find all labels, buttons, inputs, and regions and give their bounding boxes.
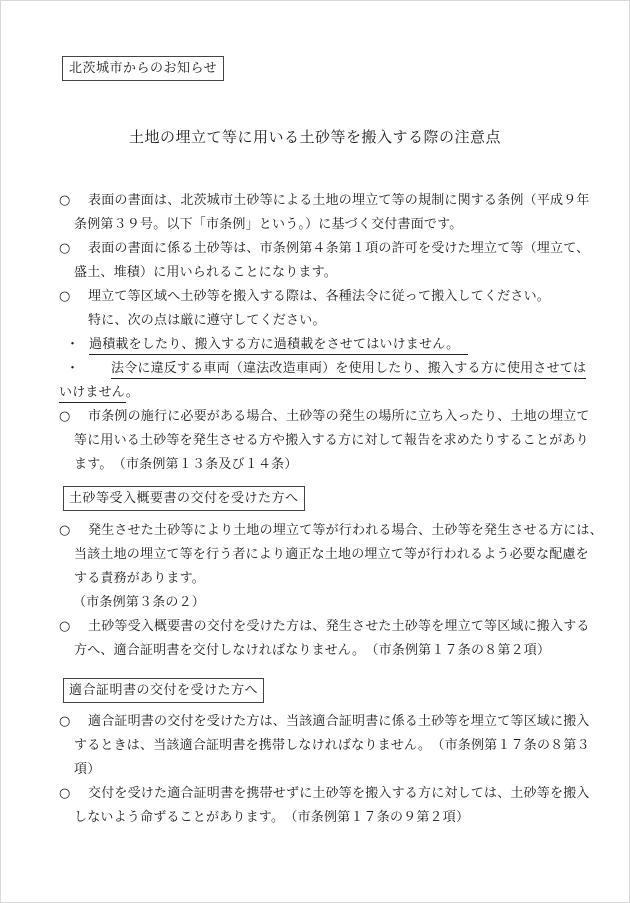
- paragraph-text: 埋立て等区域へ土砂等を搬入する際は、各種法令に従って搬入してください。: [88, 289, 551, 304]
- section-heading-text: 土砂等受入概要書の交付を受けた方へ: [69, 491, 299, 506]
- paragraph-line: 盛土、堆積）に用いられることになります。: [74, 265, 337, 280]
- circle-marker: ○: [59, 289, 71, 304]
- notice-label-text: 北茨城市からのお知らせ: [69, 61, 218, 76]
- paragraph-line: [59, 782, 590, 806]
- underlined-warning-text: 法令に違反する車両（違法改造車両）を使用したり、搬入する方に使用させては: [111, 361, 586, 379]
- section-heading-row: [59, 663, 579, 710]
- paragraph-line: ます。 （市条例第１３条及び１４条）: [74, 457, 298, 472]
- paragraph-line: 条例第３９号。以下「市条例」という。）に基づく交付書面です。: [74, 217, 463, 232]
- paragraph-text: 発生させた土砂等により土地の埋立て等が行われる場合、土砂等を発生させる方には、: [88, 523, 603, 538]
- citation-line: （市条例第３条の２）: [73, 595, 206, 610]
- paragraph-line: 等に用いる土砂等を発生させる方や搬入する方に対して報告を求めたりすることがあり: [74, 433, 589, 448]
- section-heading-box: [63, 486, 305, 511]
- page-title: 土地の埋立て等に用いる土砂等を搬入する際の注意点: [128, 128, 501, 146]
- bullet-line: [59, 357, 587, 381]
- paragraph-text: 土砂等受入概要書の交付を受けた方は、発生させた土砂等を埋立て等区域に搬入する: [88, 619, 590, 634]
- paragraph-text: 適合証明書の交付を受けた方は、当該適合証明書に係る土砂等を埋立て等区域に搬入: [88, 714, 590, 729]
- paragraph-line: [59, 405, 590, 429]
- circle-marker: ○: [59, 241, 71, 256]
- paragraph-line: [59, 189, 590, 213]
- bullet-continuation-line: [59, 381, 579, 405]
- dot-marker: ・: [66, 337, 80, 352]
- paragraph-text: 市条例の施行に必要がある場合、土砂等の発生の場所に立ち入ったり、土地の埋立て: [88, 409, 590, 424]
- paragraph-line: [59, 519, 603, 543]
- paragraph-line: 当該土地の埋立て等を行う者により適正な土地の埋立て等が行われるよう必要な配慮を: [74, 547, 589, 562]
- underlined-warning-text: 過積載をしたり、搬入する方に過積載をさせてはいけません。: [89, 337, 468, 355]
- circle-marker: ○: [59, 714, 71, 729]
- section-heading-text: 適合証明書の交付を受けた方へ: [69, 683, 259, 698]
- section-heading-box: [63, 678, 264, 703]
- underlined-warning-text: いけません: [59, 385, 126, 403]
- paragraph-line: するときは、当該適合証明書を携帯しなければなりません。 （市条例第１７条の８第３: [74, 738, 590, 753]
- circle-marker: ○: [59, 523, 71, 538]
- paragraph-line: する責務があります。: [74, 571, 205, 586]
- circle-marker: ○: [59, 619, 71, 634]
- paragraph-line: 方へ、適合証明書を交付しなければなりません。 （市条例第１７条の８第２項）: [74, 643, 551, 658]
- circle-marker: ○: [59, 786, 71, 801]
- paragraph-line: [59, 710, 590, 734]
- paragraph-line: しないよう命ずることがあります。 （市条例第１７条の９第２項）: [74, 810, 470, 825]
- circle-marker: ○: [59, 193, 71, 208]
- paragraph-text: 表面の書面は、北茨城市土砂等による土地の埋立て等の規制に関する条例（平成９年: [88, 193, 590, 208]
- section-heading-row: [59, 477, 579, 519]
- notice-label-box: [62, 56, 224, 81]
- paragraph-text: 交付を受けた適合証明書を携帯せずに土砂等を搬入する方に対しては、土砂等を搬入: [88, 786, 590, 801]
- paragraph-line: 特に、次の点は厳に遵守してください。: [88, 313, 326, 328]
- paragraph-text: 。: [125, 385, 139, 400]
- bullet-line: [59, 333, 579, 357]
- document-body: [59, 189, 603, 830]
- paragraph-line: [59, 615, 590, 639]
- paragraph-line: [59, 237, 590, 261]
- paragraph-line: 項）: [74, 762, 101, 777]
- paragraph-text: 表面の書面に係る土砂等は、市条例第４条第１項の許可を受けた埋立て等（埋立て、: [88, 241, 590, 256]
- paragraph-line: [59, 285, 579, 309]
- circle-marker: ○: [59, 409, 71, 424]
- dot-marker: ・: [66, 361, 80, 376]
